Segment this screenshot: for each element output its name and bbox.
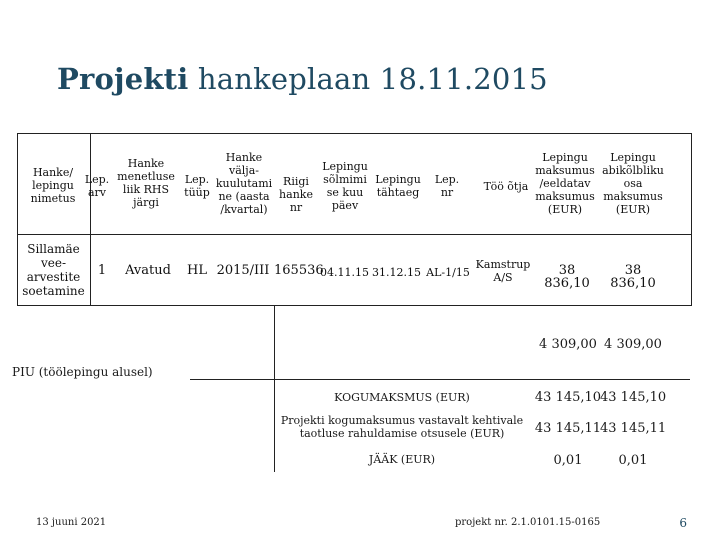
header-lep-arv: Lep. arv: [84, 173, 110, 199]
header-abikolbliku-osa: Lepingu abikõlbliku osa maksumus (EUR): [602, 151, 664, 216]
piu-divider: [190, 379, 690, 380]
header-lepingu-tahtaeg: Lepingu tähtaeg: [375, 173, 421, 199]
cell-tootja: Kamstrup A/S: [475, 258, 531, 284]
total-label-projekti-kogumaksumus: Projekti kogumaksumus vastavalt kehtivale taotluse rahuldamise otsusele (EUR): [280, 414, 524, 440]
total-jaak-v2: 0,01: [618, 453, 648, 468]
row-divider: [17, 305, 692, 306]
header-valjakuulutamine: Hanke välja- kuulutami ne (aasta /kvartal): [215, 151, 273, 216]
cell-lep-nr: AL-1/15: [426, 266, 470, 279]
piu-label: PIU (töölepingu alusel): [12, 365, 153, 379]
cell-abikolbliku-osa: 38 836,10: [610, 263, 656, 291]
total-projekti-v2: 43 145,11: [600, 421, 667, 436]
header-solmimise-kuupaev: Lepingu sõlmimi se kuu päev: [322, 160, 368, 212]
footer-date: 13 juuni 2021: [36, 517, 107, 528]
page-title: Projekti hankeplaan 18.11.2015: [57, 62, 548, 96]
header-menetluse-liik: Hanke menetluse liik RHS järgi: [117, 157, 175, 209]
cell-lepingu-tahtaeg: 31.12.15: [372, 266, 421, 279]
row2-abikolblik: 4 309,00: [604, 337, 662, 352]
cell-lep-arv: 1: [97, 263, 107, 278]
header-lep-nr: Lep. nr: [434, 173, 460, 199]
header-lepingu-maksumus: Lepingu maksumus /eeldatav maksumus (EUR): [535, 151, 595, 216]
total-kogumaksumus-v2: 43 145,10: [600, 390, 667, 405]
table-top-border: [17, 133, 692, 134]
header-divider: [17, 234, 692, 235]
piu-column-divider: [274, 305, 275, 472]
table-right-border: [691, 133, 692, 305]
header-tootja: Töö õtja: [483, 180, 529, 193]
page-number: 6: [679, 516, 687, 530]
total-projekti-v1: 43 145,11: [534, 421, 602, 436]
header-riigi-hanke-nr: Riigi hanke nr: [279, 175, 313, 214]
cell-solmimise-kuupaev: 04.11.15: [320, 266, 369, 279]
header-lep-tuup: Lep. tüüp: [184, 173, 210, 199]
total-kogumaksumus-v1: 43 145,10: [534, 390, 602, 405]
cell-valjakuulutamine: 2015/III: [216, 263, 270, 278]
header-hanke-nimetus: Hanke/ lepingu nimetus: [30, 166, 76, 205]
total-jaak-v1: 0,01: [553, 453, 583, 468]
total-label-kogumaksumus: KOGUMAKSMUS (EUR): [334, 391, 470, 404]
footer-project-number: projekt nr. 2.1.0101.15-0165: [455, 517, 601, 528]
first-column-divider: [90, 133, 91, 305]
cell-menetluse-liik: Avatud: [125, 263, 171, 278]
cell-lep-tuup: HL: [187, 263, 207, 278]
row2-maksumus: 4 309,00: [539, 337, 597, 352]
cell-hanke-nimetus: Sillamäe vee- arvestite soetamine: [22, 242, 85, 298]
cell-lepingu-maksumus: 38 836,10: [544, 263, 590, 291]
total-label-jaak: JÄÄK (EUR): [368, 453, 436, 466]
cell-riigi-hanke-nr: 165536: [274, 263, 324, 278]
